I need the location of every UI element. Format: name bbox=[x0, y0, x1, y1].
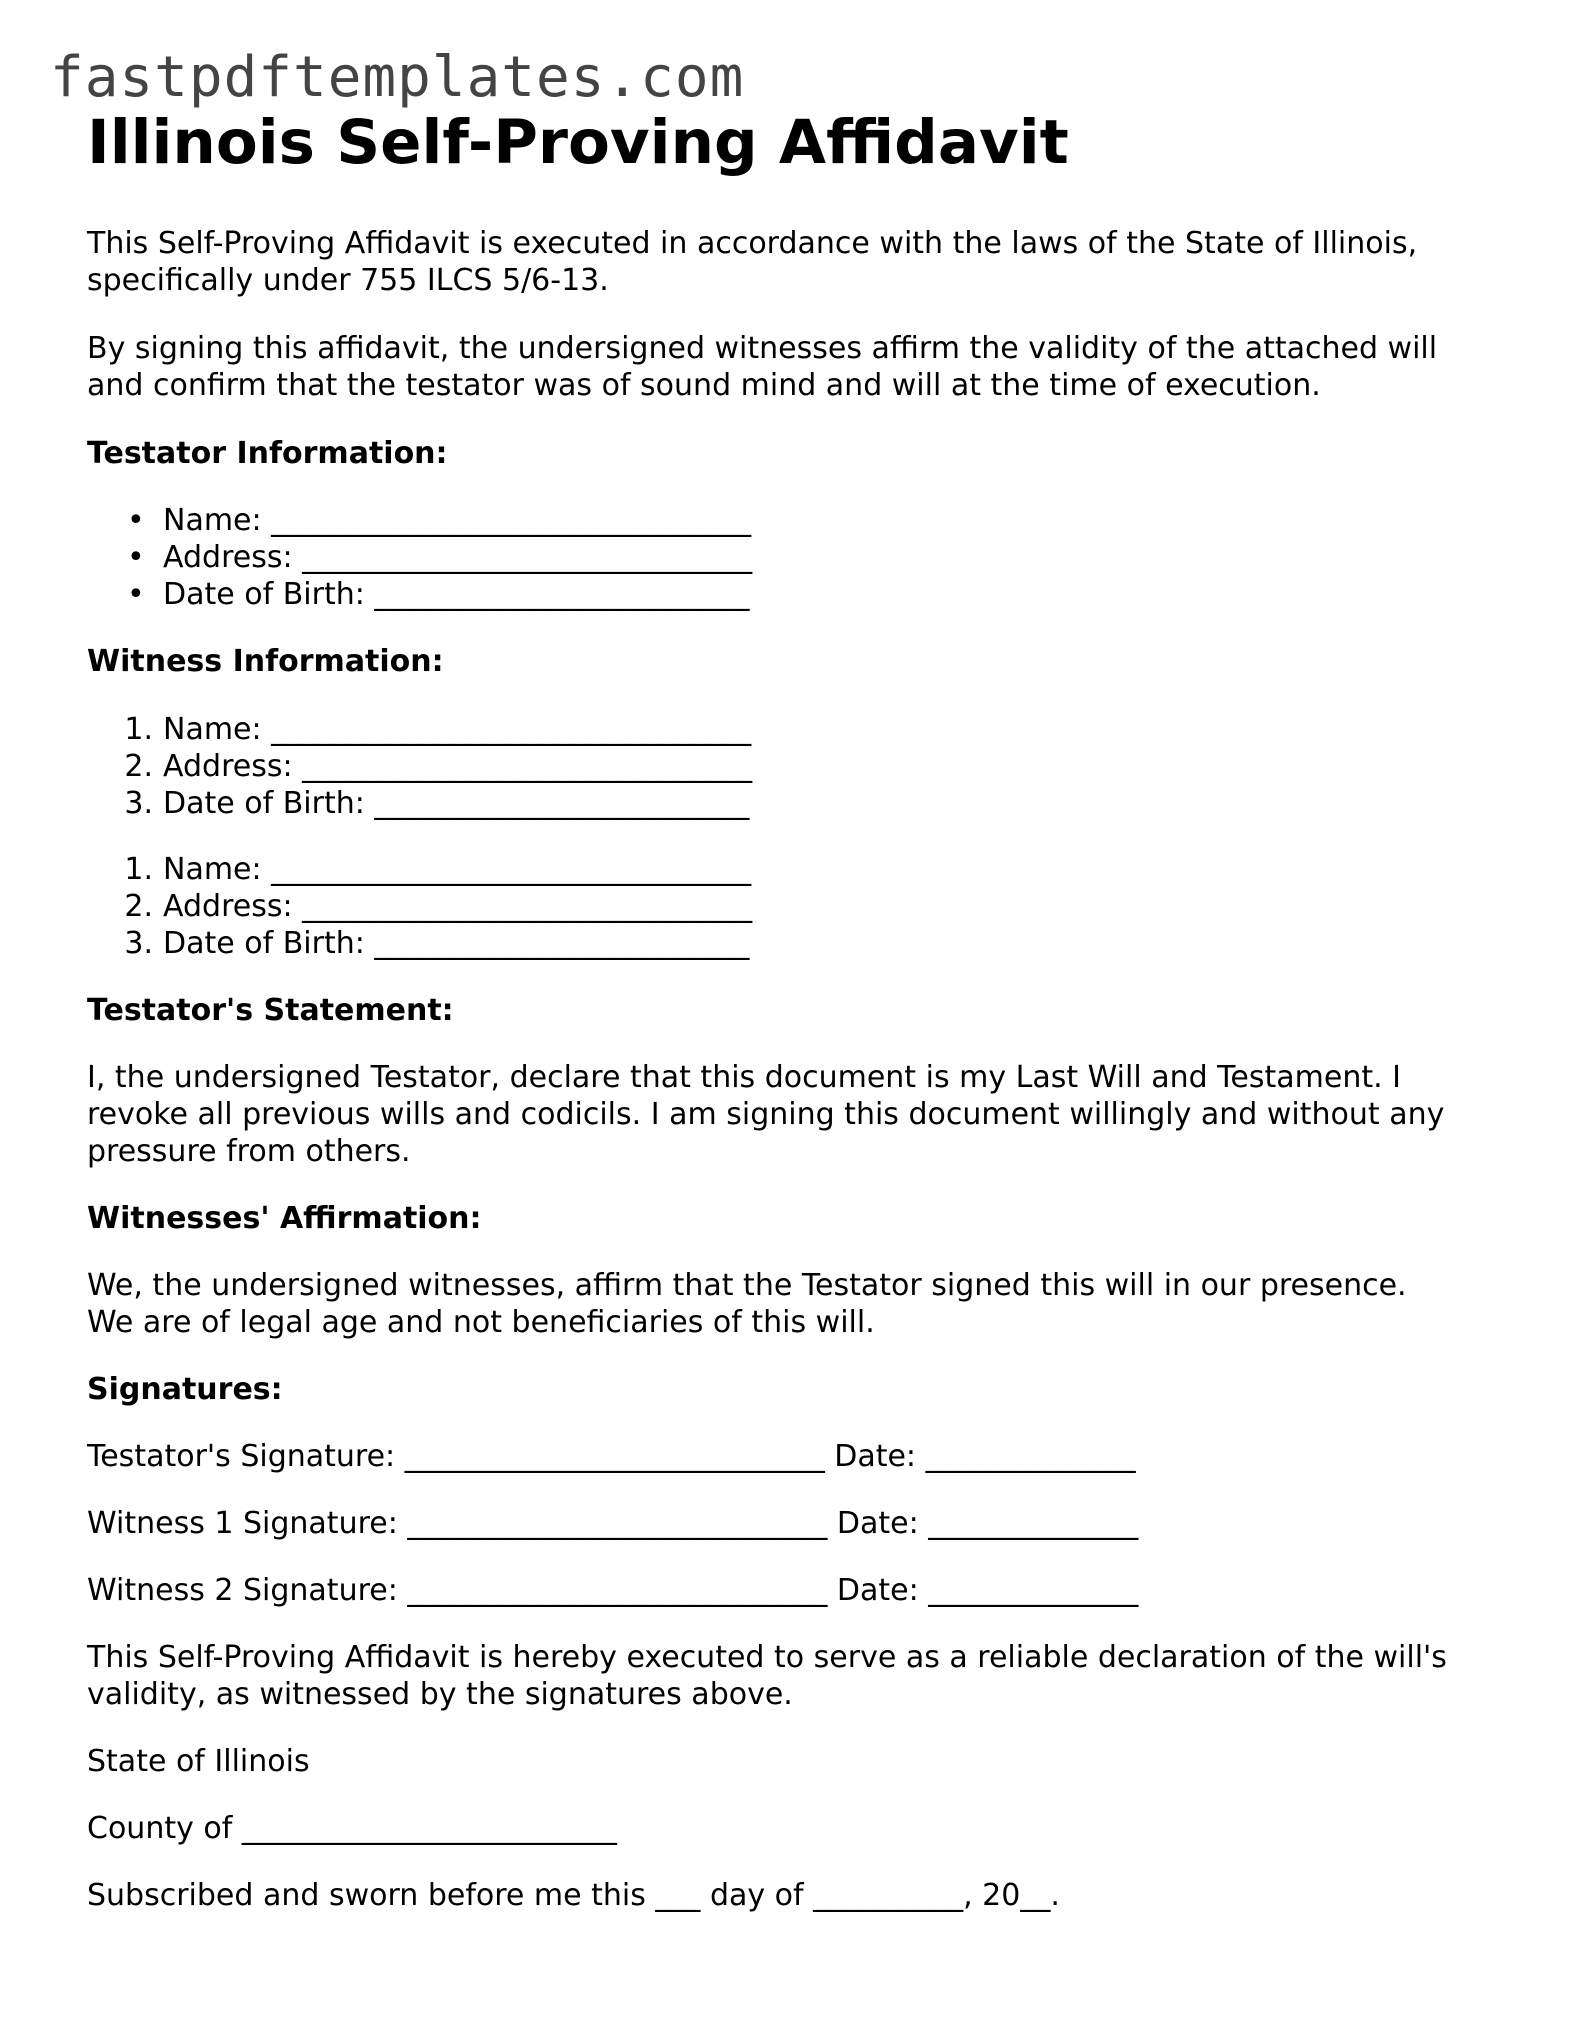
bullet-marker: • bbox=[127, 503, 145, 538]
field-text: Address: ______________________________ bbox=[163, 749, 753, 784]
witness1-dob-field bbox=[87, 785, 752, 822]
testator-address-field bbox=[87, 539, 752, 576]
witness1-fields bbox=[87, 711, 752, 822]
affirmation-line: We, the undersigned witnesses, affirm that the Testator signed this will in our presence. bbox=[87, 1268, 1407, 1303]
field-text: Date of Birth: _________________________ bbox=[163, 577, 750, 612]
testator-fields bbox=[87, 502, 752, 613]
county-line: County of _________________________ bbox=[87, 1811, 617, 1846]
closing-line: This Self-Proving Affidavit is hereby executed to serve as a reliable declaration of the will's bbox=[87, 1640, 1447, 1675]
closing-line: validity, as witnessed by the signatures above. bbox=[87, 1677, 793, 1712]
affirmation-line: We are of legal age and not beneficiaries of this will. bbox=[87, 1305, 875, 1340]
statement-line: pressure from others. bbox=[87, 1134, 411, 1169]
affirm-line: By signing this affidavit, the undersigned witnesses affirm the validity of the attached will bbox=[87, 331, 1438, 366]
testator-signature-line: Testator's Signature: ____________________________ Date: ______________ bbox=[87, 1439, 1136, 1474]
affirm-paragraph bbox=[87, 330, 1437, 404]
field-text: Name: ________________________________ bbox=[163, 503, 752, 538]
field-text: Date of Birth: _________________________ bbox=[163, 926, 750, 961]
statement-heading: Testator's Statement: bbox=[87, 993, 454, 1028]
intro-paragraph bbox=[87, 225, 1417, 299]
statement-paragraph bbox=[87, 1059, 1444, 1170]
closing-paragraph bbox=[87, 1639, 1447, 1713]
statement-line: I, the undersigned Testator, declare that this document is my Last Will and Testament. I bbox=[87, 1060, 1402, 1095]
witness2-name-field bbox=[87, 851, 752, 888]
testator-name-field bbox=[87, 502, 752, 539]
affirm-line: and confirm that the testator was of sound mind and will at the time of execution. bbox=[87, 368, 1321, 403]
intro-line: This Self-Proving Affidavit is executed in accordance with the laws of the State of Illinois, bbox=[87, 226, 1418, 261]
affirmation-heading: Witnesses' Affirmation: bbox=[87, 1201, 482, 1236]
bullet-marker: • bbox=[127, 577, 145, 612]
intro-line: specifically under 755 ILCS 5/6-13. bbox=[87, 263, 609, 298]
number-marker: 1. bbox=[124, 712, 153, 747]
testator-dob-field bbox=[87, 576, 752, 613]
number-marker: 2. bbox=[124, 749, 153, 784]
witness2-dob-field bbox=[87, 925, 752, 962]
field-text: Date of Birth: _________________________ bbox=[163, 786, 750, 821]
sworn-line: Subscribed and sworn before me this ___ day of __________, 20__. bbox=[87, 1878, 1060, 1913]
field-text: Name: ________________________________ bbox=[163, 712, 752, 747]
witness1-name-field bbox=[87, 711, 752, 748]
field-text: Address: ______________________________ bbox=[163, 540, 753, 575]
watermark: fastpdftemplates.com bbox=[50, 45, 745, 110]
witness-heading: Witness Information: bbox=[87, 644, 444, 679]
witness2-fields bbox=[87, 851, 752, 962]
state-line: State of Illinois bbox=[87, 1744, 310, 1779]
witness1-signature-line: Witness 1 Signature: ____________________________ Date: ______________ bbox=[87, 1506, 1139, 1541]
number-marker: 1. bbox=[124, 852, 153, 887]
document-title: Illinois Self-Proving Affidavit bbox=[87, 107, 1069, 178]
bullet-marker: • bbox=[127, 540, 145, 575]
number-marker: 3. bbox=[124, 786, 153, 821]
number-marker: 3. bbox=[124, 926, 153, 961]
signatures-heading: Signatures: bbox=[87, 1372, 283, 1407]
witness2-signature-line: Witness 2 Signature: ____________________________ Date: ______________ bbox=[87, 1573, 1139, 1608]
witness2-address-field bbox=[87, 888, 752, 925]
affirmation-paragraph bbox=[87, 1267, 1407, 1341]
statement-line: revoke all previous wills and codicils. I am signing this document willingly and without any bbox=[87, 1097, 1445, 1132]
field-text: Name: ________________________________ bbox=[163, 852, 752, 887]
witness1-address-field bbox=[87, 748, 752, 785]
testator-heading: Testator Information: bbox=[87, 436, 448, 471]
number-marker: 2. bbox=[124, 889, 153, 924]
field-text: Address: ______________________________ bbox=[163, 889, 753, 924]
